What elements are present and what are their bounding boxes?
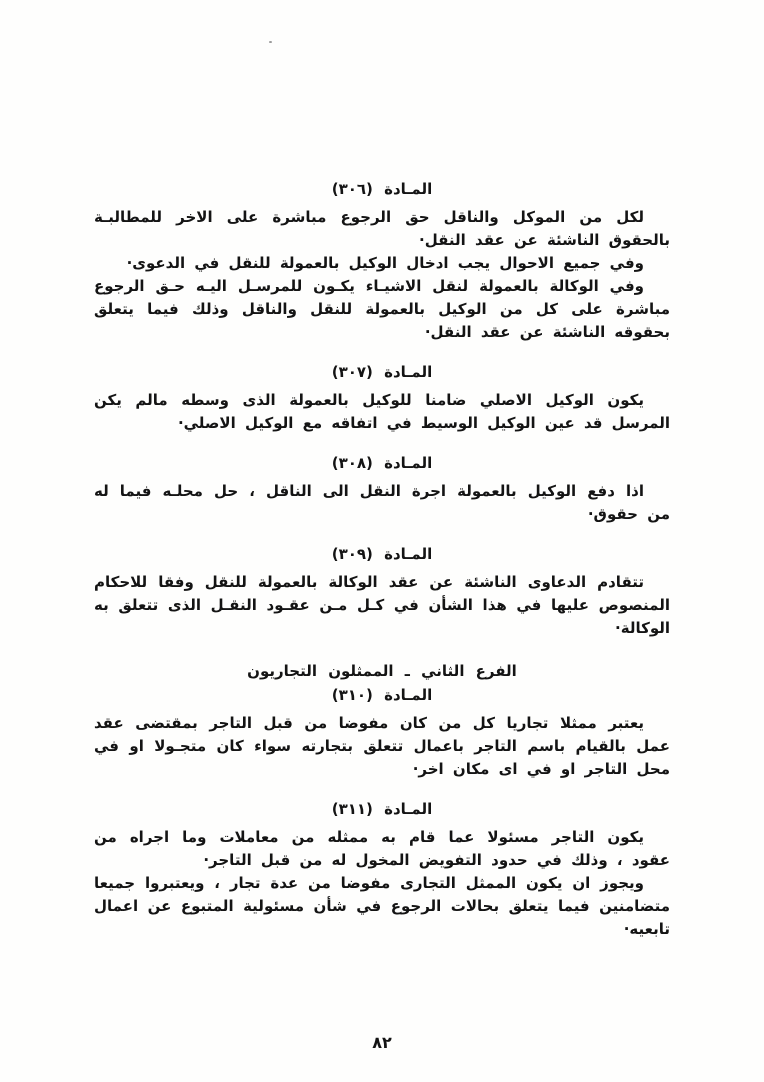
article-paragraph: يكون التاجر مسئولا عما قام به ممثله من معاملات وما اجراه من عقود ، وذلك في حدود التفويض المخول له من قبل التاجر· [94,828,670,869]
article-paragraph: وفي الوكالة بالعمولة لنقل الاشيـاء يكـون للمرسـل اليـه حـق الرجوع مباشرة على كل من الوكيل بالعمولة للنقل والناقل وذلك فيما يتعلق بحقوقه الناشئة عن عقد النقل· [94,277,670,341]
article-heading: المـادة (٣٠٦) [331,180,433,198]
page-content [94,178,670,941]
article-310 [94,684,670,781]
page-number: ٨٢ [372,1033,392,1052]
article-heading: المـادة (٣٠٨) [331,454,433,472]
article-paragraph: اذا دفع الوكيل بالعمولة اجرة النقل الى الناقل ، حل محلـه فيما له من حقوق· [94,482,670,523]
article-heading: المـادة (٣١٠) [331,686,433,704]
article-paragraph: لكل من الموكل والناقل حق الرجوع مباشرة على الاخر للمطالبـة بالحقوق الناشئة عن عقد النقل· [94,208,670,249]
article-heading: المـادة (٣٠٧) [331,363,433,381]
article-308 [94,452,670,526]
article-paragraph: وفي جميع الاحوال يجب ادخال الوكيل بالعمولة للنقل في الدعوى· [126,254,644,272]
branch-heading: الفرع الثاني ـ الممثلون التجاريون [247,662,517,680]
article-paragraph: يكون الوكيل الاصلي ضامنا للوكيل بالعمولة الذى وسطه مالم يكن المرسل قد عين الوكيل الوسيط في اتفاقه مع الوكيل الاصلي· [94,391,670,432]
article-paragraph: تتقادم الدعاوى الناشئة عن عقد الوكالة بالعمولة للنقل وفقا للاحكام المنصوص عليها في هذا الشأن في كـل مـن عقـود النقـل الذى تتعلق به الوكالة· [94,573,670,637]
article-311 [94,798,670,941]
article-heading: المـادة (٣٠٩) [331,545,433,563]
article-306 [94,178,670,344]
article-309 [94,543,670,640]
article-307 [94,361,670,435]
article-heading: المـادة (٣١١) [331,800,433,818]
article-paragraph: يعتبر ممثلا تجاريا كل من كان مفوضا من قبل التاجر بمقتضى عقد عمل بالقيام باسم التاجر باعمال تتعلق بتجارته سواء كان متجـولا او في محل التاجر او في اى مكان اخر· [94,714,670,778]
article-paragraph: ويجوز ان يكون الممثل التجارى مفوضا من عدة تجار ، ويعتبروا جميعا متضامنين فيما يتعلق بحالات الرجوع في شأن مسئولية المتبوع عن اعمال تابعيه· [94,874,670,938]
scan-artifact-dot [269,41,272,43]
